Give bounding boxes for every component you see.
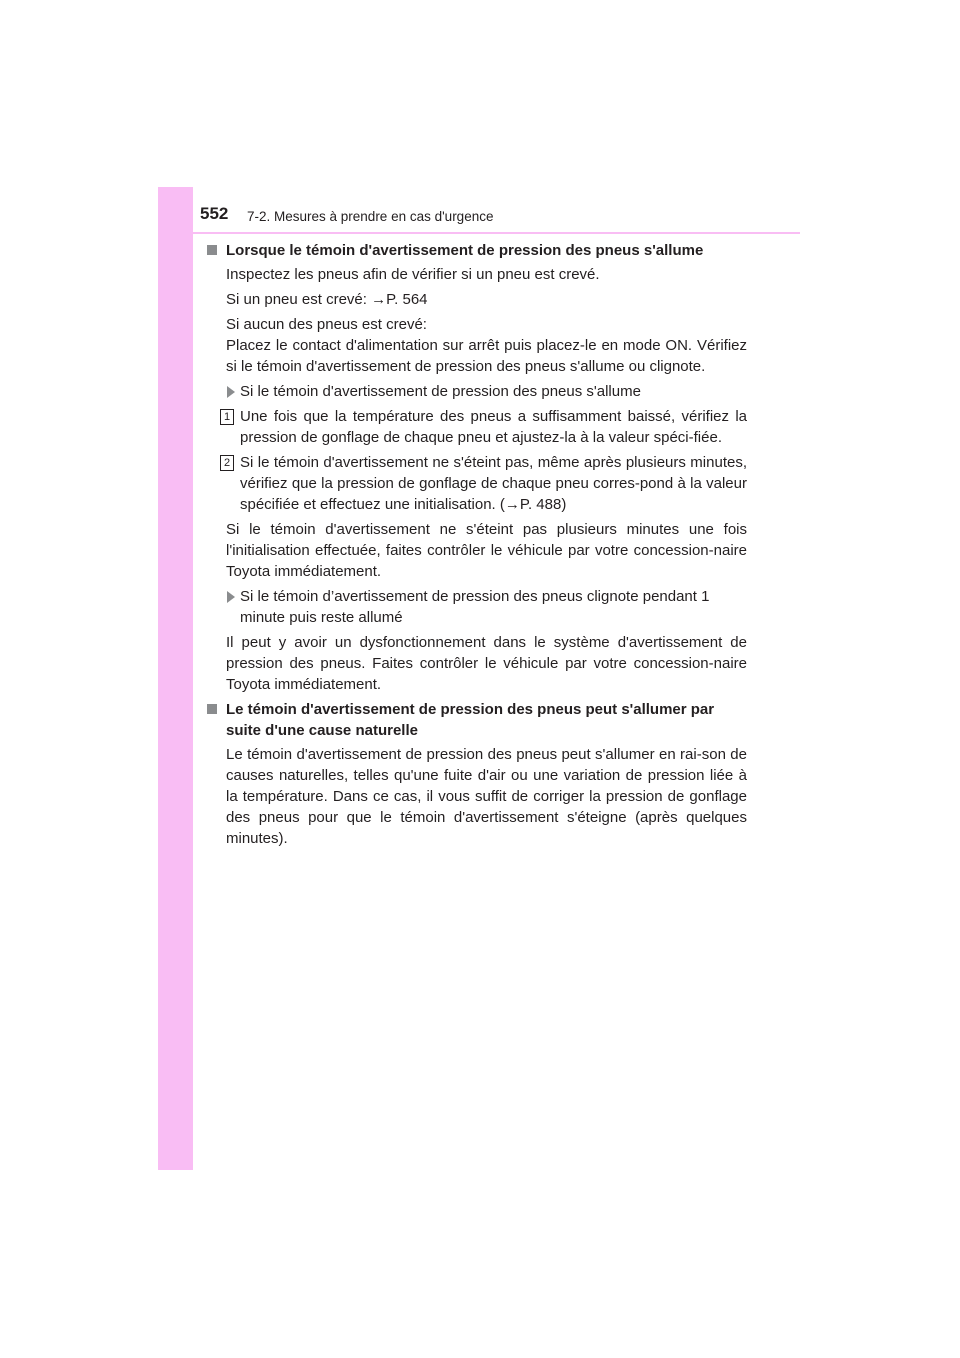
step-text: Une fois que la température des pneus a suffisamment baissé, vérifiez la pression de gonflage de chaque pneu et ajustez-la à la valeur spéci-fiée. (240, 408, 747, 446)
paragraph: Placez le contact d'alimentation sur arrêt puis placez-le en mode ON. Vérifiez si le témoin d'avertissement de pression des pneus s'allume ou clignote. (226, 337, 747, 375)
paragraph: Inspectez les pneus afin de vérifier si un pneu est crevé. (226, 266, 600, 283)
heading-text: Le témoin d'avertissement de pression des pneus peut s'allumer par suite d'une cause naturelle (226, 701, 715, 739)
step-1 (207, 406, 747, 448)
page-number: 552 (200, 204, 229, 223)
subheading-warning-blinks (207, 586, 747, 628)
section-heading-tire-warning (207, 240, 747, 261)
paragraph: Il peut y avoir un dysfonctionnement dans le système d'avertissement de pression des pneus. Faites contrôler le véhicule par votre concession-naire Toyota immédiatement. (226, 634, 747, 693)
header-rule (193, 232, 800, 234)
square-bullet-icon (207, 704, 217, 714)
heading-text: Lorsque le témoin d'avertissement de pression des pneus s'allume (226, 242, 704, 259)
paragraph: Le témoin d'avertissement de pression des pneus peut s'allumer en rai-son de causes naturelles, telles qu'une fuite d'air ou une variation de pression liée à la température. Dans ce cas, il vous suffit de corriger la pression de gonflage des pneus pour que le témoin d'avertissement s'éteigne (après quelques minutes). (226, 746, 747, 847)
section-title: 7-2. Mesures à prendre en cas d'urgence (247, 209, 494, 224)
subheading-text: Si le témoin d’avertissement de pression des pneus clignote pendant 1 minute puis reste allumé (240, 588, 710, 626)
section-heading-natural-cause (207, 699, 747, 741)
triangle-bullet-icon (227, 386, 235, 398)
step-number-badge: 2 (220, 455, 234, 471)
page-content (207, 240, 747, 853)
paragraph-reference: Si un pneu est crevé: →P. 564 (226, 291, 428, 308)
side-color-band (158, 187, 193, 1170)
paragraph: Si aucun des pneus est crevé: (226, 316, 427, 333)
step-text: Si le témoin d'avertissement ne s'éteint pas, même après plusieurs minutes, vérifiez que la pression de gonflage de chaque pneu corres-pond à la valeur spécifiée et effectuez une initialisation. (→P. 488) (240, 454, 747, 513)
triangle-bullet-icon (227, 591, 235, 603)
paragraph: Si le témoin d'avertissement ne s'éteint pas plusieurs minutes une fois l'initialisation effectuée, faites contrôler le véhicule par votre concession-naire Toyota immédiatement. (226, 521, 747, 580)
subheading-warning-on (207, 381, 747, 402)
step-number-badge: 1 (220, 409, 234, 425)
subheading-text: Si le témoin d'avertissement de pression des pneus s'allume (240, 383, 641, 400)
square-bullet-icon (207, 245, 217, 255)
step-2 (207, 452, 747, 515)
page-header (193, 187, 800, 233)
